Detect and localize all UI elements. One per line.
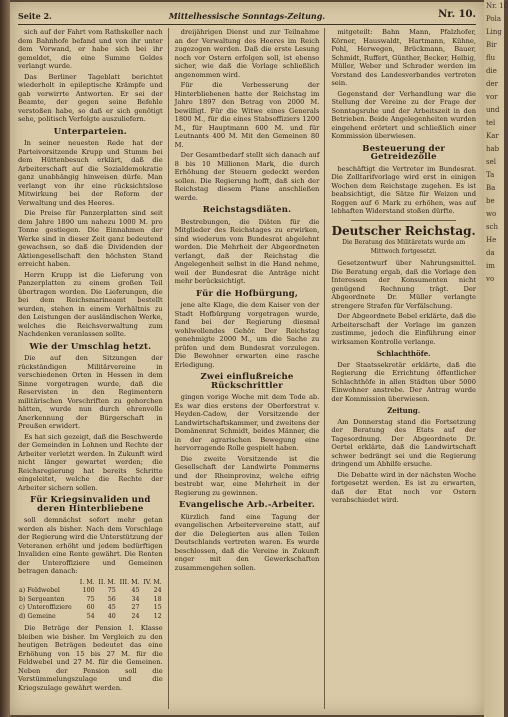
edge-text: flu <box>486 54 496 62</box>
edge-text: Ta <box>486 171 495 179</box>
table-cell: 60 <box>86 604 95 611</box>
edge-text: und <box>486 106 500 114</box>
subsection-heading: Schlachthöfe. <box>376 349 431 358</box>
table-cell: 40 <box>107 612 116 620</box>
paragraph: Es hat sich gezeigt, daß die Beschwerde der Gemeinden in Lohnen und Rechte der Arbeiter verletzt werden. In Zukunft wird nicht länger gewartet werden; die Reichsregierung hat bereits Schritte eingeleitet, welche die Rechte der Arbeiter sichern sollen. <box>18 432 163 492</box>
paragraph: Gegenstand der Verhandlung war die Stellung der Vereine zu der Frage der Sonntagsruhe und der Arbeitszeit in den Betrieben. Beide Angelegenheiten wurden eingehend erörtert und schließlich einer Kommission überwiesen. <box>331 89 477 140</box>
paragraph: beschäftigt die Vertreter im Bundesrat. Die Zolltarifvorlage wird erst in einigen Wochen dem Reichstage zugehen. Es ist beabsichtigt, die Sätze für Weizen und Roggen auf 6 Mark zu erhöhen, was auf lebhaften Widerstand stoßen dürfte. <box>331 164 477 215</box>
table-row <box>18 596 163 605</box>
table-header: I. M. <box>79 578 95 586</box>
paragraph: Die auf den Sitzungen der rückständigen Militärvereine in verschiedenen Orten in Hessen in dem Sinne vorgetragen wurde, daß die Reservisten in den Regimentern militärischen Vorschriften zu gehorchen hätten, wurde nun durch ehrenvolle Anerkennung der Bürgerschaft in Preußen erwidert. <box>18 354 163 430</box>
edge-text: sel <box>486 158 496 166</box>
paragraph: Für die Verbesserung der Hinterbliebenen hatte der Reichstag im Jahre 1897 den Betrag von 2000 M. bewilligt. Für die Witwe eines Generals 1800 M., für die eines Stabsoffiziers 1200 M., für Hauptmann 600 M. und für Leutnants 400 M. Mit den Gemeinen 80 M. <box>174 81 320 149</box>
subsection-heading: Zeitung. <box>387 406 421 415</box>
edge-text: der <box>486 80 498 88</box>
table-cell: 24 <box>153 587 162 594</box>
paragraph: Die zweite Vorsitzende ist die Gesellschaft der Landwirte Pommerns und der Rheinprovinz, welche eifrig bestrebt war, eine Mehrheit in der Regierung zu gewinnen. <box>174 454 320 497</box>
edge-text: Nr. 10 <box>486 2 508 10</box>
newspaper-page <box>10 2 484 715</box>
edge-text: vor <box>486 93 498 101</box>
column-1 <box>18 28 169 709</box>
table-row <box>18 613 163 622</box>
table-cell: 56 <box>107 595 116 603</box>
edge-text: He <box>486 236 497 244</box>
table-cell: 12 <box>153 612 162 620</box>
table-header: III. M. <box>119 578 140 586</box>
paragraph: gingen vorige Woche mit dem Tode ab. Es war dies erstens der Oberforstrat v. Heyden-Cadow, der Vorsitzende der Landwirtschaftskammer, und zweitens der Domänenrat Schmidt, beides Männer, die in der agrarischen Bewegung eine hervorragende Rolle gespielt haben. <box>174 393 320 452</box>
paragraph: Die Debatte wird in der nächsten Woche fortgesetzt werden. Es ist zu erwarten, daß der Etat noch vor Ostern verabschiedet wird. <box>331 470 477 504</box>
adjacent-page-edge <box>484 0 508 717</box>
column-3 <box>331 28 476 709</box>
paragraph: Der Staatssekretär erklärte, daß die Regierung die Errichtung öffentlicher Schlachthöfe in allen Städten über 5000 Einwohner anstrebe. Der Antrag wurde der Kommission überwiesen. <box>331 360 477 403</box>
table-cell: 24 <box>131 612 140 620</box>
table-cell: 18 <box>153 595 162 603</box>
edge-text: Ba <box>486 184 496 192</box>
section-heading: Unterparteien. <box>53 126 127 137</box>
paragraph: Die Preise für Panzerplatten sind seit dem Jahre 1890 um nahezu 1000 M. pro Tonne gestiegen. Die Einnahmen der Werke sind in dieser Zeit ganz bedeutend gewachsen, so daß die Dividenden der Aktiengesellschaft den höchsten Stand erreicht haben. <box>18 209 163 268</box>
section-heading: Wie der Umschlag hetzt. <box>29 341 152 352</box>
paragraph: soll demnächst sofort mehr getan werden als bisher. Nach dem Vorschlage der Regierung wird die Unterstützung der Veteranen erhöht und jedem bedürftigen Invaliden eine Rente gewährt. Die Renten der Unteroffiziere und Gemeinen betragen danach: <box>18 516 163 575</box>
table-cell: 54 <box>86 612 95 620</box>
issue-number: Nr. 10. <box>438 9 476 20</box>
paragraph: dreijährigen Dienst und zur Teilnahme an der Verwaltung des Heeres im Reich zugezogen werden. Daß die erste Lesung noch vor Ostern erfolgen soll, ist ebenso sicher, wie daß die Vorlage schließlich angenommen wird. <box>174 28 320 79</box>
table-cell: c) Unteroffiziere <box>19 604 72 611</box>
table-cell: d) Gemeine <box>19 612 56 620</box>
paragraph: Kürzlich fand eine Tagung der evangelischen Arbeitervereine statt, auf der die Delegierten aus allen Teilen Deutschlands vertreten waren. Es wurde beschlossen, daß die Vereine in Zukunft enger mit den Gewerkschaften zusammengehen sollen. <box>174 512 320 572</box>
paragraph: sich auf der Fahrt vom Rathskeller nach dem Bahnhofe befand und von ihr unter dem Vorwand, er habe sich bei ihr gemeldet, die eine Summe Geldes verlangt wurde. <box>18 28 163 70</box>
edge-text: Ling <box>486 28 502 36</box>
paragraph: Bestrebungen, die Diäten für die Mitglieder des Reichstages zu erwirken, sind wiederum vom Bundesrat abgelehnt worden. Die Mehrheit der Abgeordneten verlangt, daß der Reichstag die Angelegenheit selbst in die Hand nehme, weil der Bundesrat die Anträge nicht mehr berücksichtigt. <box>174 217 320 285</box>
section-heading: Reichstagsdiäten. <box>202 205 292 215</box>
table-cell: 75 <box>107 587 116 594</box>
paragraph: Am Donnerstag stand die Fortsetzung der Beratung des Etats auf der Tagesordnung. Der Abgeordnete Dr. Oertel erklärte, daß die Landwirtschaft schwer bedrängt sei und die Regierung dringend um Abhilfe ersuche. <box>331 417 477 468</box>
paragraph: Das Berliner Tageblatt berichtet wiederholt in epileptische Krämpfe und gab verwirrte Antworten. Er sei der Beamte, der gegen seine Befehle verstoßen habe, so daß er sich genötigt sehe, politisch Verfolgte auszuliefern. <box>18 72 163 123</box>
pension-table <box>18 579 163 622</box>
paragraph: jene alte Klage, die dem Kaiser von der Stadt Hofbürgung vorgetragen wurde, fand bei der Regierung diesmal wohlwollendes Gehör. Der Reichstag genehmigte 2000 M., um die Sache zu prüfen und dem Bundesrat vorzulegen. Die Bewohner erwarten eine rasche Erledigung. <box>174 301 320 369</box>
table-header: II. M. <box>98 578 116 586</box>
paragraph: In seiner neuesten Rede hat der Parteivorsitzende Krupp und Stumm bei dem Hüttenbesuch erklärt, daß die Arbeiterschaft auf die Sozialdemokratie ganz unabhängig hinweisen dürfe. Man verlangt von ihr eine rücksichtslose Mitwirkung bei der Reform der Verwaltung und des Heeres. <box>18 139 163 207</box>
edge-text: tel <box>486 119 496 127</box>
paragraph: mitgeteilt: Bahn Mann, Pfalzhofer, Körner, Hauswaldt, Hartmann, Kühne, Pohl, Herwegen, Brückmann, Bauer, Schmidt, Ruffert, Günther, Becker, Helbig, Müller, Weber und Schrader werden im Vorstand des Landesverbandes vertreten sein. <box>331 28 477 87</box>
edge-text: wo <box>486 210 497 218</box>
section-heading: Zwei einflußreiche Rückschrittler <box>200 372 294 391</box>
page-number: Seite 2. <box>18 11 52 21</box>
edge-text: im <box>486 262 495 270</box>
section-title-large: Deutscher Reichstag. <box>331 223 476 238</box>
edge-text: hab <box>486 145 500 153</box>
table-cell: 45 <box>131 587 140 594</box>
section-heading: Für die Hofbürgung, <box>196 288 299 299</box>
table-header: IV. M. <box>143 578 162 586</box>
table-cell: 27 <box>131 604 140 611</box>
divider <box>351 220 456 221</box>
paragraph: Herrn Krupp ist die Lieferung von Panzerplatten zu einem großen Teil übertragen worden. Die Lieferungen, die bei dem Reichsmarineamt bestellt wurden, stehen in einem Verhältnis zu den Leistungen der ausländischen Werke, welches die Reichsverwaltung zum Nachdenken veranlassen sollte. <box>18 270 163 338</box>
table-cell: 34 <box>131 595 140 603</box>
section-heading: Für Kriegsinvaliden und deren Hinterbliebene <box>30 495 151 514</box>
edge-text: Pola <box>486 15 502 23</box>
section-heading: Evangelische Arb.-Arbeiter. <box>179 500 315 510</box>
table-row <box>18 604 163 613</box>
table-cell: 75 <box>86 595 95 603</box>
edge-text: be <box>486 197 495 205</box>
paragraph: Gesetzentwurf über Nahrungsmittel. Die Beratung ergab, daß die Vorlage den Interessen der Konsumenten nicht genügend Rechnung trägt. Der Abgeordnete Dr. Müller verlangte strengere Strafen für Verfälschung. <box>331 259 477 310</box>
column-2 <box>175 28 326 709</box>
section-note: Die Beratung des Militäretats wurde am Mittwoch fortgesetzt. <box>342 239 466 255</box>
edge-text: sch <box>486 223 499 231</box>
table-cell: b) Sergeanten <box>19 595 65 603</box>
table-cell: 45 <box>107 604 116 611</box>
book-binding <box>0 0 10 717</box>
table-header-row <box>18 579 163 588</box>
columns <box>18 28 476 709</box>
table-header <box>18 579 77 588</box>
section-heading: Besteuerung der Getreidezölle <box>362 143 446 162</box>
table-cell: 100 <box>82 587 95 594</box>
newspaper-title: Mittelhessische Sonntags-Zeitung. <box>168 11 326 21</box>
masthead <box>18 8 476 25</box>
edge-text: Kar <box>486 132 499 140</box>
edge-text: die <box>486 67 497 75</box>
table-cell: a) Feldwebel <box>19 587 60 594</box>
edge-text: da <box>486 249 495 257</box>
edge-text: vo <box>486 275 495 283</box>
edge-text: Bir <box>486 41 497 49</box>
table-cell: 15 <box>153 604 162 611</box>
paragraph: Die Beträge der Pension I. Klasse bleiben wie bisher. Im Vergleich zu den heutigen Beträgen bedeutet das eine Erhöhung von 15 bis 27 M. für die Feldwebel und 27 M. für die Gemeinen. Neben der Pension soll die Verstümmelungszulage und die Kriegszulage gewährt werden. <box>18 624 163 692</box>
paragraph: Der Abgeordnete Bebel erklärte, daß die Arbeiterschaft der Vorlage im ganzen zustimme, jedoch die Einführung einer wirksamen Kontrolle verlange. <box>331 312 477 346</box>
paragraph: Der Gesamtbedarf stellt sich danach auf 8 bis 10 Millionen Mark, die durch Erhöhung der Steuern gedeckt werden sollen. Die Regierung hofft, daß sich der Reichstag diesem Plane anschließen werde. <box>174 151 320 202</box>
table-row <box>18 587 163 596</box>
